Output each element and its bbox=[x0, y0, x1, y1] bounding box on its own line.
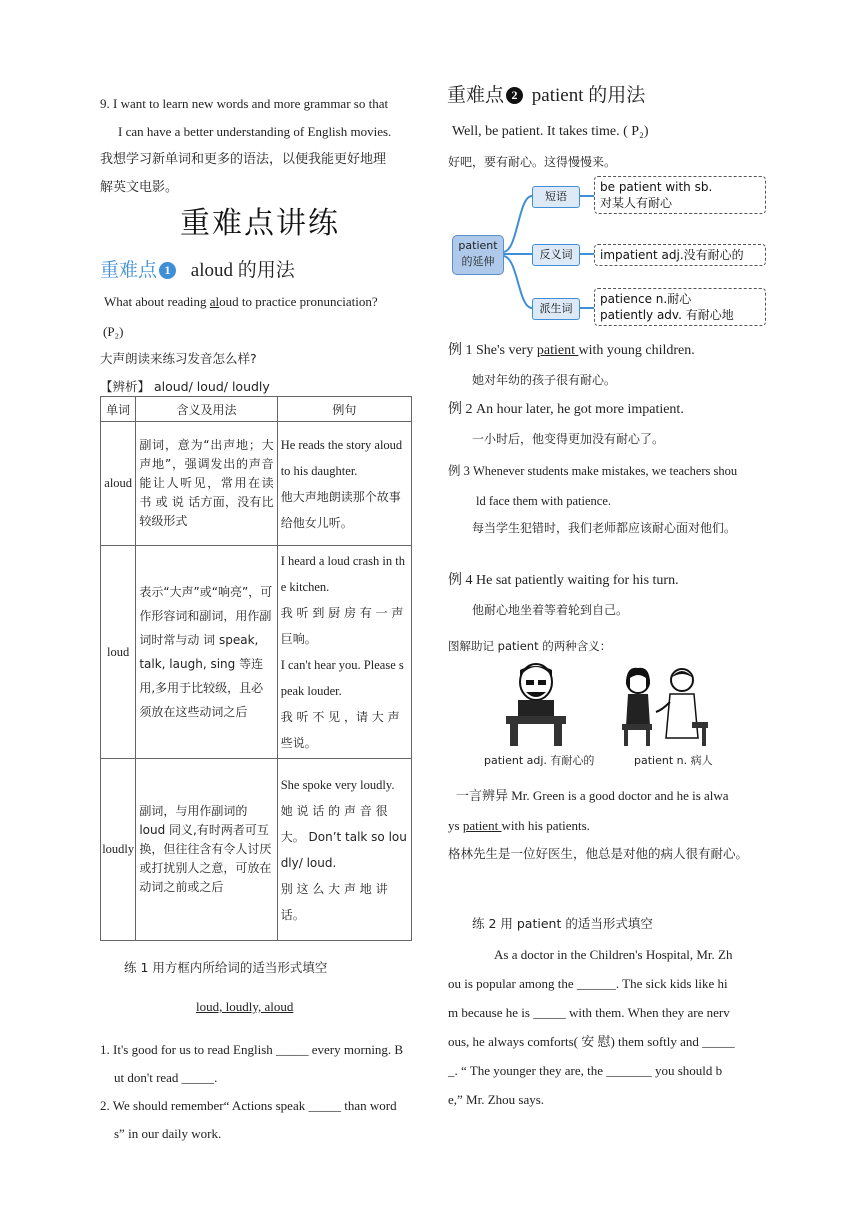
yiyan-chinese: 格林先生是一位好医生，他总是对他的病人很有耐心。 bbox=[448, 846, 749, 861]
exercise2-title: 练 2 用 patient 的适当形式填空 bbox=[472, 916, 653, 931]
example1 bbox=[448, 337, 695, 365]
passage-line: ou is popular among the ______. The sick kids like hi bbox=[448, 976, 728, 991]
mindmap-branch-derivative: 派生词 bbox=[532, 298, 580, 320]
example1-post: with young children. bbox=[578, 343, 695, 358]
table-row bbox=[101, 546, 412, 759]
yiyan-underlined: patient bbox=[462, 818, 502, 833]
illustration-caption-noun: patient n. 病人 bbox=[634, 754, 713, 767]
example-line: 他大声地朗读那个故事给他女儿听。 bbox=[280, 489, 401, 530]
doctor-figure bbox=[656, 669, 708, 746]
example-line: I can't hear you. Please speak louder. bbox=[280, 658, 404, 698]
point2-number-badge: 2 bbox=[506, 87, 523, 104]
illustration-caption-adj: patient adj. 有耐心的 bbox=[484, 754, 595, 767]
header-word: 单词 bbox=[101, 397, 136, 422]
mindmap-branch-phrase: 短语 bbox=[532, 186, 580, 208]
row-meaning: 副词，与用作副词的 loud 同义,有时两者可互换，但往往含有令人讨厌或打扰别人之意，可放在动词之前或之后 bbox=[136, 759, 277, 941]
example-text-pre: What about reading bbox=[104, 294, 210, 309]
leaf-line: be patient with sb. bbox=[600, 180, 713, 194]
row-examples bbox=[277, 546, 411, 759]
table-row bbox=[101, 422, 412, 546]
example-text-post: oud to practice pronunciation? bbox=[219, 294, 378, 309]
example3-line: 例 3 Whenever students make mistakes, we teachers shou bbox=[448, 464, 738, 478]
example-line: I heard a loud crash in the kitchen. bbox=[280, 554, 405, 594]
point1-topic: aloud 的用法 bbox=[190, 260, 295, 281]
point1-label: 重难点 bbox=[100, 259, 158, 281]
point2-intro-chinese: 好吧，要有耐心。这得慢慢来。 bbox=[448, 155, 617, 169]
question-line: ut don't read _____. bbox=[114, 1070, 218, 1085]
q9-chinese-line1: 我想学习新单词和更多的语法，以便我能更好地理 bbox=[100, 152, 387, 167]
exercise1-questions bbox=[100, 1036, 430, 1148]
row-meaning: 表示“大声”或“响亮”，可作形容词和副词，用作副词时常与动 词 speak, talk, laugh, sing 等连用,多用于比较级，且必须放在这些动词之后 bbox=[136, 546, 277, 759]
example2: 例 2 An hour later, he got more impatient. bbox=[448, 402, 684, 417]
passage-line: e,” Mr. Zhou says. bbox=[448, 1092, 545, 1107]
example-text-underlined: al bbox=[209, 294, 220, 309]
example1-chinese: 她对年幼的孩子很有耐心。 bbox=[472, 373, 617, 387]
question-line: 2. We should remember“ Actions speak _____ than word bbox=[100, 1098, 397, 1113]
header-example: 例句 bbox=[277, 397, 411, 422]
example2-chinese: 一小时后，他变得更加没有耐心了。 bbox=[472, 432, 665, 446]
patient-mindmap bbox=[448, 172, 768, 324]
bianxi-heading: 【辨析】 aloud/ loud/ loudly bbox=[100, 379, 270, 394]
section-title: 重难点讲练 bbox=[180, 206, 340, 241]
passage-line: ous, he always comforts( 安 慰) them softly and _____ bbox=[448, 1034, 735, 1049]
question-9 bbox=[100, 90, 425, 202]
leaf-line: impatient adj.没有耐心的 bbox=[600, 248, 744, 262]
mindmap-leaf-phrase bbox=[594, 176, 766, 214]
point1-number-badge: 1 bbox=[159, 262, 176, 279]
leaf-line: patiently adv. 有耐心地 bbox=[600, 308, 734, 322]
example-chinese: 大声朗读来练习发音怎么样? bbox=[100, 351, 257, 366]
row-meaning: 副词，意为“出声地；大声地”，强调发出的声音能让人听见，常用在读 书 或 说 话方面，没有比较级形式 bbox=[136, 422, 277, 546]
example4: 例 4 He sat patiently waiting for his turn. bbox=[448, 573, 679, 588]
example-line: 我 听 不 见 ，请 大 声些说。 bbox=[280, 710, 400, 750]
illustration-title: 图解助记 patient 的两种含义： bbox=[448, 639, 612, 653]
row-word: aloud bbox=[101, 422, 136, 546]
mindmap-branch-antonym: 反义词 bbox=[532, 244, 580, 266]
yiyan-post: with his patients. bbox=[501, 818, 590, 833]
example3-line: ld face them with patience. bbox=[476, 494, 612, 508]
exercise1-word-box bbox=[196, 993, 293, 1021]
question-line: s” in our daily work. bbox=[114, 1126, 222, 1141]
mindmap-leaf-derivative bbox=[594, 288, 766, 326]
leaf-line: patience n.耐心 bbox=[600, 292, 692, 306]
exercise2-passage bbox=[448, 940, 773, 1114]
patient-man-figure bbox=[506, 664, 566, 746]
yiyan-line1: 一言辨异 Mr. Green is a good doctor and he is alwa bbox=[456, 788, 729, 803]
patient-woman-figure bbox=[622, 668, 652, 746]
passage-line: m because he is _____ with them. When they are nerv bbox=[448, 1005, 730, 1020]
passage-line: _. “ The younger they are, the _______ you should b bbox=[448, 1063, 723, 1078]
example4-chinese: 他耐心地坐着等着轮到自己。 bbox=[472, 603, 629, 617]
point1-example bbox=[104, 288, 429, 316]
yiyan-pre: ys bbox=[448, 818, 463, 833]
mindmap-root: patient 的延伸 bbox=[452, 235, 504, 275]
point1-heading bbox=[100, 255, 295, 282]
leaf-line: 对某人有耐心 bbox=[600, 196, 673, 210]
exercise1-title: 练 1 用方框内所给词的适当形式填空 bbox=[124, 960, 328, 975]
row-word: loudly bbox=[101, 759, 136, 941]
row-word: loud bbox=[101, 546, 136, 759]
yiyan-line2 bbox=[448, 812, 590, 840]
header-meaning: 含义及用法 bbox=[136, 397, 277, 422]
q9-english-line1: 9. I want to learn new words and more grammar so that bbox=[100, 96, 389, 111]
point2-heading bbox=[447, 80, 645, 107]
example1-underlined: patient bbox=[536, 343, 579, 358]
mindmap-leaf-antonym bbox=[594, 244, 766, 266]
row-examples bbox=[277, 422, 411, 546]
example-line: 她 说 话 的 声 音 很大。 Don’t talk so loudly/ loud. bbox=[280, 803, 407, 870]
example-line: 我 听 到 厨 房 有 一 声巨响。 bbox=[280, 606, 404, 646]
illustration-drawing bbox=[470, 660, 730, 750]
comparison-table bbox=[100, 396, 412, 941]
patient-illustration bbox=[470, 660, 730, 770]
point2-label: 重难点 bbox=[447, 84, 505, 106]
question-line: 1. It's good for us to read English _____ every morning. B bbox=[100, 1042, 404, 1057]
example3 bbox=[448, 456, 773, 516]
q9-english-line2: I can have a better understanding of English movies. bbox=[118, 124, 392, 139]
example-line: She spoke very loudly. bbox=[280, 777, 395, 792]
example1-pre: 例 1 She's very bbox=[448, 343, 537, 358]
passage-line: As a doctor in the Children's Hospital, Mr. Zh bbox=[494, 947, 733, 962]
example-line: 别 这 么 大 声 地 讲话。 bbox=[280, 881, 388, 922]
example3-chinese: 每当学生犯错时，我们老师都应该耐心面对他们。 bbox=[472, 521, 737, 535]
point2-topic: patient 的用法 bbox=[531, 85, 646, 106]
point2-intro: Well, be patient. It takes time. ( P₂) bbox=[452, 124, 649, 139]
exercise1-words: loud, loudly, aloud bbox=[196, 999, 294, 1014]
example-page-ref: (P₂) bbox=[103, 324, 124, 339]
row-examples bbox=[277, 759, 411, 941]
example-line: He reads the story aloud to his daughter. bbox=[280, 437, 403, 478]
q9-chinese-line2: 解英文电影。 bbox=[100, 180, 179, 195]
table-header-row bbox=[101, 397, 412, 422]
table-row bbox=[101, 759, 412, 941]
